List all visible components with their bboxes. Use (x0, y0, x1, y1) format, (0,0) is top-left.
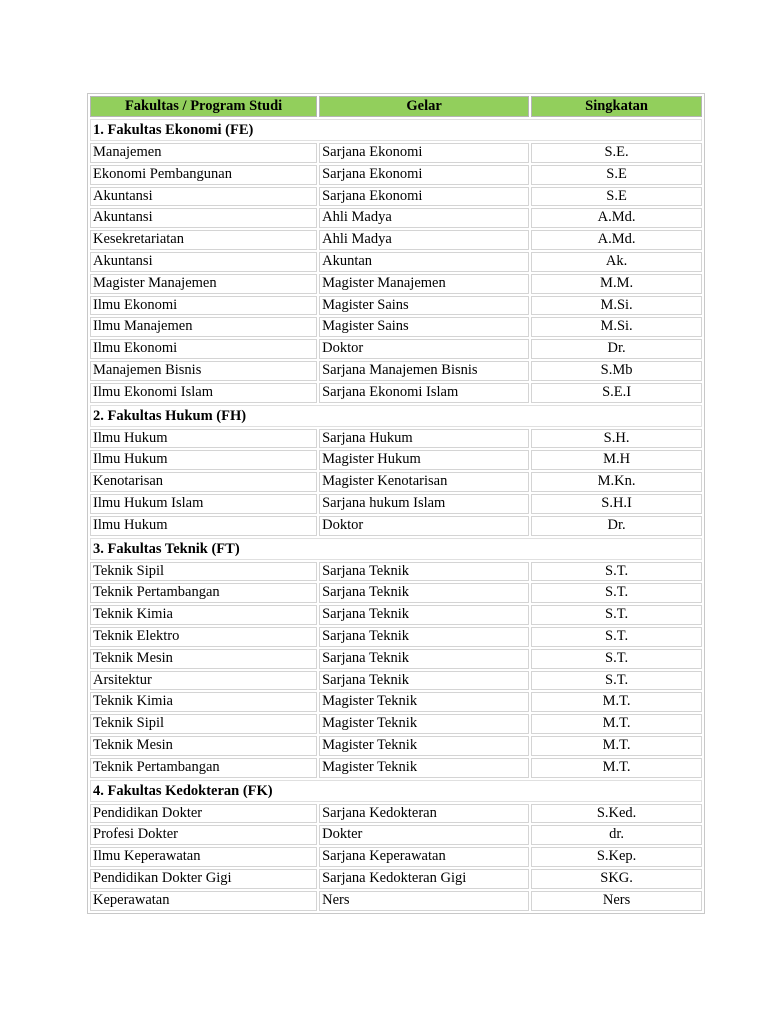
program-cell: Profesi Dokter (90, 825, 317, 845)
abbreviation-cell: S.Kep. (531, 847, 702, 867)
program-cell: Kenotarisan (90, 472, 317, 492)
program-cell: Ilmu Ekonomi (90, 296, 317, 316)
program-cell: Ekonomi Pembangunan (90, 165, 317, 185)
degree-cell: Magister Hukum (319, 450, 529, 470)
table-row (90, 143, 702, 163)
program-cell: Teknik Pertambangan (90, 758, 317, 778)
section-title: 4. Fakultas Kedokteran (FK) (90, 780, 702, 802)
abbreviation-cell: M.Si. (531, 317, 702, 337)
header-abbreviation: Singkatan (531, 96, 702, 117)
section-title: 1. Fakultas Ekonomi (FE) (90, 119, 702, 141)
section-title: 2. Fakultas Hukum (FH) (90, 405, 702, 427)
program-cell: Akuntansi (90, 208, 317, 228)
abbreviation-cell: M.Si. (531, 296, 702, 316)
table-header-row (90, 96, 702, 117)
abbreviation-cell: S.T. (531, 605, 702, 625)
table-row (90, 562, 702, 582)
program-cell: Teknik Elektro (90, 627, 317, 647)
program-cell: Teknik Sipil (90, 714, 317, 734)
table-row (90, 758, 702, 778)
table-row (90, 736, 702, 756)
table-row (90, 429, 702, 449)
abbreviation-cell: S.Ked. (531, 804, 702, 824)
table-row (90, 714, 702, 734)
table-row (90, 825, 702, 845)
table-row (90, 869, 702, 889)
table-row (90, 383, 702, 403)
section-row (90, 405, 702, 427)
program-cell: Ilmu Ekonomi Islam (90, 383, 317, 403)
table-row (90, 671, 702, 691)
abbreviation-cell: M.H (531, 450, 702, 470)
table-row (90, 692, 702, 712)
degree-cell: Magister Sains (319, 317, 529, 337)
degree-cell: Magister Sains (319, 296, 529, 316)
abbreviation-cell: M.T. (531, 692, 702, 712)
program-cell: Teknik Pertambangan (90, 583, 317, 603)
table-row (90, 450, 702, 470)
table-row (90, 605, 702, 625)
table-row (90, 494, 702, 514)
table-row (90, 296, 702, 316)
table-row (90, 649, 702, 669)
program-cell: Keperawatan (90, 891, 317, 911)
table-row (90, 804, 702, 824)
abbreviation-cell: M.T. (531, 714, 702, 734)
abbreviation-cell: S.E. (531, 143, 702, 163)
program-cell: Kesekretariatan (90, 230, 317, 250)
table-row (90, 847, 702, 867)
degree-cell: Sarjana Ekonomi (319, 187, 529, 207)
program-cell: Teknik Kimia (90, 605, 317, 625)
table-row (90, 187, 702, 207)
header-faculty-program: Fakultas / Program Studi (90, 96, 317, 117)
table-row (90, 627, 702, 647)
abbreviation-cell: S.E (531, 165, 702, 185)
degree-cell: Ahli Madya (319, 230, 529, 250)
degree-cell: Magister Teknik (319, 758, 529, 778)
table-row (90, 230, 702, 250)
table-row (90, 516, 702, 536)
table-row (90, 891, 702, 911)
degree-cell: Sarjana hukum Islam (319, 494, 529, 514)
degree-cell: Ners (319, 891, 529, 911)
degree-cell: Sarjana Teknik (319, 649, 529, 669)
table-row (90, 274, 702, 294)
degree-cell: Sarjana Ekonomi Islam (319, 383, 529, 403)
table-row (90, 317, 702, 337)
abbreviation-cell: Dr. (531, 339, 702, 359)
abbreviation-cell: S.E.I (531, 383, 702, 403)
table-row (90, 361, 702, 381)
degree-cell: Sarjana Kedokteran Gigi (319, 869, 529, 889)
section-title: 3. Fakultas Teknik (FT) (90, 538, 702, 560)
abbreviation-cell: S.Mb (531, 361, 702, 381)
program-cell: Teknik Mesin (90, 649, 317, 669)
abbreviation-cell: dr. (531, 825, 702, 845)
degree-cell: Akuntan (319, 252, 529, 272)
section-row (90, 538, 702, 560)
degree-cell: Doktor (319, 339, 529, 359)
abbreviation-cell: Dr. (531, 516, 702, 536)
abbreviation-cell: M.M. (531, 274, 702, 294)
degree-cell: Sarjana Teknik (319, 562, 529, 582)
abbreviation-cell: S.T. (531, 649, 702, 669)
degree-cell: Sarjana Teknik (319, 605, 529, 625)
program-cell: Ilmu Hukum (90, 516, 317, 536)
abbreviation-cell: A.Md. (531, 230, 702, 250)
table-row (90, 339, 702, 359)
program-cell: Pendidikan Dokter (90, 804, 317, 824)
degree-cell: Dokter (319, 825, 529, 845)
abbreviation-cell: S.T. (531, 671, 702, 691)
section-row (90, 119, 702, 141)
table-row (90, 472, 702, 492)
table-row (90, 583, 702, 603)
program-cell: Ilmu Keperawatan (90, 847, 317, 867)
program-cell: Teknik Mesin (90, 736, 317, 756)
degree-cell: Sarjana Manajemen Bisnis (319, 361, 529, 381)
table-row (90, 165, 702, 185)
program-cell: Ilmu Hukum (90, 450, 317, 470)
table-row (90, 252, 702, 272)
degree-cell: Sarjana Keperawatan (319, 847, 529, 867)
abbreviation-cell: S.E (531, 187, 702, 207)
program-cell: Arsitektur (90, 671, 317, 691)
abbreviation-cell: S.H. (531, 429, 702, 449)
degree-cell: Magister Teknik (319, 692, 529, 712)
abbreviation-cell: Ners (531, 891, 702, 911)
abbreviation-cell: S.T. (531, 627, 702, 647)
degree-cell: Sarjana Kedokteran (319, 804, 529, 824)
program-cell: Ilmu Hukum (90, 429, 317, 449)
program-cell: Ilmu Manajemen (90, 317, 317, 337)
degree-cell: Sarjana Ekonomi (319, 143, 529, 163)
program-cell: Ilmu Hukum Islam (90, 494, 317, 514)
abbreviation-cell: SKG. (531, 869, 702, 889)
program-cell: Magister Manajemen (90, 274, 317, 294)
program-cell: Teknik Kimia (90, 692, 317, 712)
abbreviation-cell: S.T. (531, 583, 702, 603)
abbreviation-cell: M.T. (531, 736, 702, 756)
abbreviation-cell: A.Md. (531, 208, 702, 228)
table-body (90, 119, 702, 911)
degree-cell: Magister Teknik (319, 714, 529, 734)
program-cell: Teknik Sipil (90, 562, 317, 582)
program-cell: Manajemen Bisnis (90, 361, 317, 381)
degree-cell: Magister Teknik (319, 736, 529, 756)
program-cell: Akuntansi (90, 187, 317, 207)
degree-cell: Doktor (319, 516, 529, 536)
degree-cell: Sarjana Teknik (319, 671, 529, 691)
abbreviation-cell: M.T. (531, 758, 702, 778)
degree-cell: Ahli Madya (319, 208, 529, 228)
program-cell: Manajemen (90, 143, 317, 163)
section-row (90, 780, 702, 802)
abbreviation-cell: Ak. (531, 252, 702, 272)
program-cell: Pendidikan Dokter Gigi (90, 869, 317, 889)
table-row (90, 208, 702, 228)
degree-cell: Magister Manajemen (319, 274, 529, 294)
degree-table (87, 93, 705, 914)
degree-cell: Sarjana Teknik (319, 627, 529, 647)
abbreviation-cell: S.T. (531, 562, 702, 582)
abbreviation-cell: M.Kn. (531, 472, 702, 492)
program-cell: Ilmu Ekonomi (90, 339, 317, 359)
program-cell: Akuntansi (90, 252, 317, 272)
header-degree: Gelar (319, 96, 529, 117)
degree-cell: Sarjana Teknik (319, 583, 529, 603)
degree-cell: Sarjana Hukum (319, 429, 529, 449)
degree-cell: Magister Kenotarisan (319, 472, 529, 492)
degree-cell: Sarjana Ekonomi (319, 165, 529, 185)
abbreviation-cell: S.H.I (531, 494, 702, 514)
